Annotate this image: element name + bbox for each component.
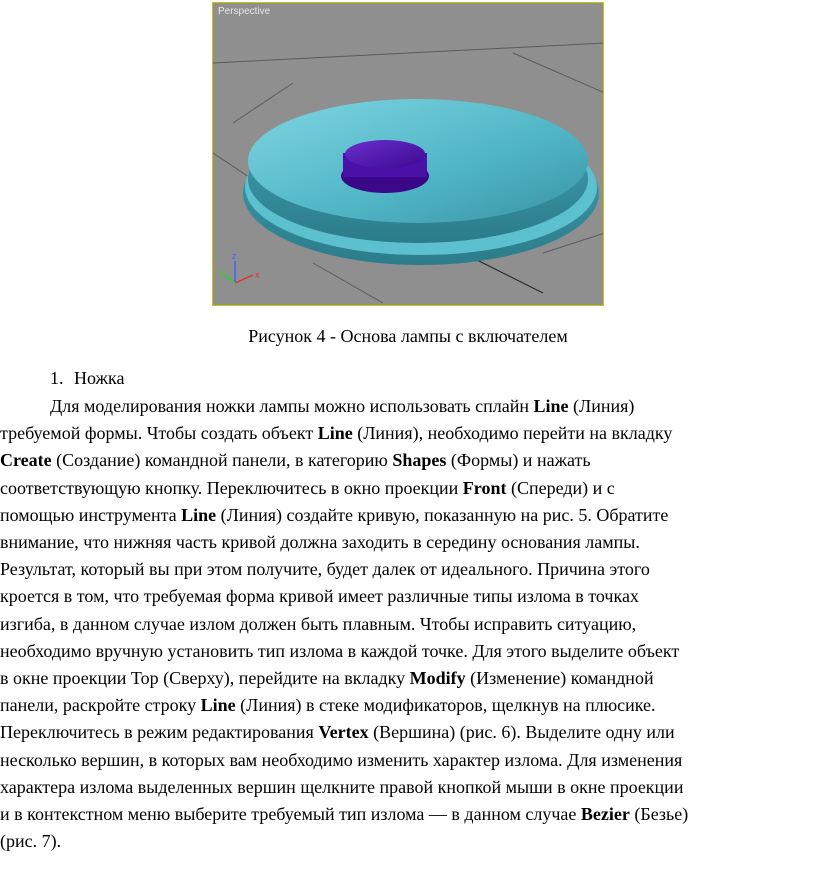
text-run: (рис. 7). <box>0 831 62 852</box>
paragraph-line <box>0 420 816 447</box>
paragraph-line <box>0 611 816 638</box>
list-item-1 <box>50 368 124 389</box>
text-run: соответствующую кнопку. Переключитесь в окно проекции <box>0 477 463 498</box>
axis-x-label: x <box>255 270 260 280</box>
text-run: Переключитесь в режим редактирования <box>0 722 319 743</box>
term-bold: Line <box>181 504 217 525</box>
term-bold: Line <box>533 396 569 416</box>
list-item-text: Ножка <box>74 368 125 388</box>
axis-gizmo-icon <box>219 251 260 283</box>
text-run: внимание, что нижняя часть кривой должна заходить в середину основания лампы. <box>0 532 640 553</box>
paragraph-line <box>0 638 816 665</box>
term-bold: Shapes <box>392 450 447 471</box>
list-item-number: 1. <box>50 368 64 388</box>
term-bold: Create <box>0 450 52 471</box>
body-paragraph <box>0 393 816 855</box>
term-bold: Modify <box>409 668 466 689</box>
paragraph-line <box>0 665 816 692</box>
paragraph-line <box>0 692 816 719</box>
paragraph-line <box>0 475 816 502</box>
text-run: (Спереди) и с <box>506 477 615 498</box>
text-run: кроется в том, что требуемая форма кривой имеет различные типы излома в точках <box>0 586 639 607</box>
text-run: в окне проекции Top (Сверху), перейдите на вкладку <box>0 668 410 689</box>
lamp-base-render <box>213 3 604 306</box>
paragraph-line <box>0 801 816 828</box>
text-run: несколько вершин, в которых вам необходимо изменить характер излома. Для изменения <box>0 749 683 770</box>
term-bold: Bezier <box>580 804 630 825</box>
paragraph-line <box>0 583 816 610</box>
paragraph-line <box>0 774 816 801</box>
text-run: (Линия), необходимо перейти на вкладку <box>352 423 673 444</box>
text-run: Результат, который вы при этом получите, будет далек от идеального. Причина этого <box>0 559 650 580</box>
paragraph-line <box>0 393 816 420</box>
figure-caption: Рисунок 4 - Основа лампы с включателем <box>248 326 568 346</box>
text-run: (Безье) <box>629 804 689 825</box>
term-bold: Front <box>462 477 507 498</box>
paragraph-line <box>0 747 816 774</box>
term-bold: Line <box>200 695 236 716</box>
text-run: и в контекстном меню выберите требуемый тип излома — в данном случае <box>0 804 581 825</box>
text-run: изгиба, в данном случае излом должен быть плавным. Чтобы исправить ситуацию, <box>0 613 637 634</box>
paragraph-line <box>0 828 816 855</box>
term-bold: Line <box>317 423 353 444</box>
text-run: характера излома выделенных вершин щелкните правой кнопкой мыши в окне проекции <box>0 776 684 797</box>
text-run: необходимо вручную установить тип излома в каждой точке. Для этого выделите объект <box>0 640 680 661</box>
text-run: (Вершина) (рис. 6). Выделите одну или <box>368 722 675 743</box>
text-run: (Изменение) командной <box>465 668 654 689</box>
paragraph-line <box>0 502 816 529</box>
text-run: требуемой формы. Чтобы создать объект <box>0 423 318 444</box>
switch-top <box>345 140 425 168</box>
axis-y-label: y <box>219 267 224 277</box>
paragraph-line <box>0 719 816 746</box>
text-run: (Создание) командной панели, в категорию <box>51 450 393 471</box>
perspective-viewport <box>212 2 604 306</box>
text-run: (Линия) <box>568 396 635 416</box>
axis-z-label: z <box>232 251 237 261</box>
text-run: панели, раскройте строку <box>0 695 201 716</box>
paragraph-line <box>0 556 816 583</box>
text-run: (Линия) в стеке модификаторов, щелкнув на плюсике. <box>235 695 656 716</box>
text-run: помощью инструмента <box>0 504 182 525</box>
viewport-label[interactable]: Perspective <box>218 6 271 17</box>
paragraph-line <box>0 529 816 556</box>
paragraph-line <box>0 447 816 474</box>
text-run: Для моделирования ножки лампы можно использовать сплайн <box>50 396 534 416</box>
text-run: (Формы) и нажать <box>446 450 591 471</box>
text-run: (Линия) создайте кривую, показанную на рис. 5. Обратите <box>216 504 669 525</box>
term-bold: Vertex <box>318 722 369 743</box>
